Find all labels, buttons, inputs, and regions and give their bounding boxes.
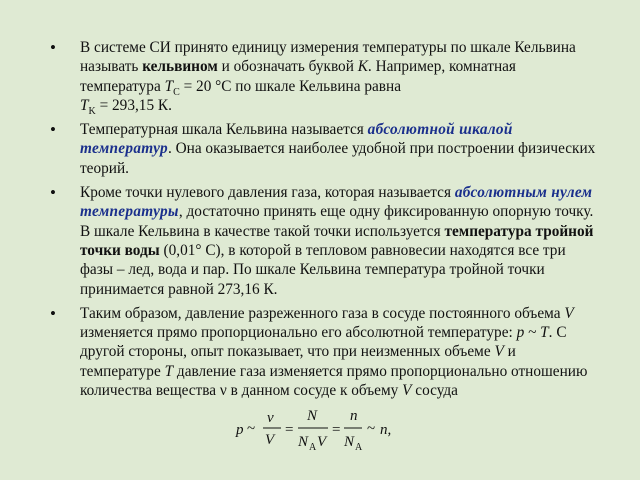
bullet-list: [56, 38, 600, 400]
bullet-absolute-scale: [56, 120, 600, 178]
formula-v: V: [265, 432, 275, 448]
text: Температурная шкала Кельвина называется: [80, 121, 368, 139]
symbol-t: T: [164, 77, 174, 95]
subscript-k: K: [88, 105, 96, 117]
formula-n: N: [307, 408, 318, 424]
formula-na: N: [344, 434, 355, 450]
term-kelvin: кельвином: [142, 58, 218, 76]
formula-v: V: [317, 434, 327, 450]
text: давление газа изменяется прямо пропорционально отношению количества вещества ν в данном сосуде к объему: [80, 362, 588, 400]
text: Таким образом, давление разреженного газа в сосуде постоянного объема: [80, 304, 565, 322]
formula: [234, 402, 434, 458]
symbol-v: V: [494, 343, 504, 361]
text: = 20 °С по шкале Кельвина равна: [179, 77, 401, 95]
bullet-absolute-zero: [56, 183, 600, 299]
bullet-si-kelvin: [56, 38, 600, 115]
formula-sim: ~: [367, 421, 376, 437]
relation-p-t: p ~ T: [516, 324, 549, 342]
term-triple-point: температура тройной точки воды: [80, 222, 594, 259]
formula-n-small: n: [350, 408, 358, 424]
text: (0,01° С), в которой в тепловом равновесии находятся все три фазы – лед, вода и пар. По шкале Кельвина температура тройной точки принимается равной 273,16 К.: [80, 241, 566, 298]
term-absolute-scale: абсолютной шкалой температур: [80, 121, 513, 158]
term-absolute-zero: абсолютным нулем температуры: [80, 184, 593, 221]
formula-sim: ~: [247, 421, 256, 437]
text: изменяется прямо пропорционально его абсолютной температуре:: [80, 324, 517, 342]
formula-svg: [234, 402, 434, 458]
formula-na: N: [298, 434, 309, 450]
text: . Она оказывается наиболее удобной при построении физических теорий.: [80, 140, 596, 177]
formula-subscript-a: A: [309, 442, 317, 453]
formula-equals: =: [285, 422, 294, 438]
formula-n-end: n,: [380, 422, 392, 438]
symbol-t: T: [80, 96, 89, 114]
text: = 293,15 К.: [95, 96, 172, 114]
symbol-t: T: [164, 362, 174, 380]
subscript-c: C: [173, 86, 180, 98]
text: и температуре: [80, 343, 516, 380]
formula-nu: ν: [267, 410, 274, 426]
text: , достаточно принять еще одну фиксированную опорную точку. В шкале Кельвина в качестве такой точки используется: [80, 203, 594, 240]
symbol-v: V: [564, 304, 574, 322]
text: Кроме точки нулевого давления газа, которая называется: [80, 184, 455, 202]
formula-p: p: [236, 422, 244, 438]
text: сосуда: [411, 382, 458, 400]
formula-subscript-a: A: [355, 442, 363, 453]
symbol-v: V: [402, 382, 412, 400]
formula-equals: =: [332, 422, 341, 438]
symbol-k: K: [357, 58, 368, 76]
text: и обозначать буквой: [217, 58, 358, 76]
text: . С другой стороны, опыт показывает, что при неизменных объеме: [80, 324, 567, 361]
text: В системе СИ принято единицу измерения температуры по шкале Кельвина называть: [80, 39, 576, 76]
text: . Например, комнатная температура: [80, 58, 516, 95]
bullet-pressure: [56, 304, 600, 400]
